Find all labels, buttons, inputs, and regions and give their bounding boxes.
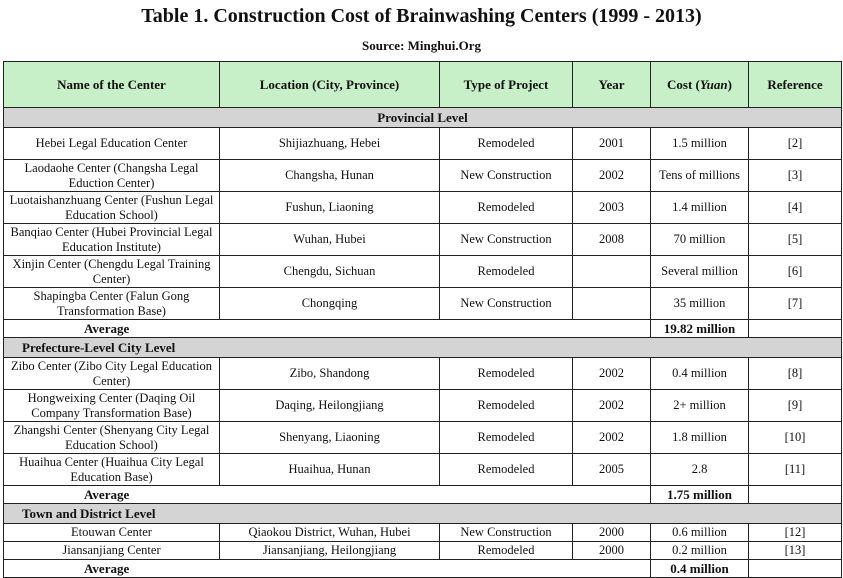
cell-reference: [7] bbox=[749, 288, 842, 320]
table-row bbox=[4, 358, 842, 390]
cell-reference: [5] bbox=[749, 224, 842, 256]
cell-name: Luotaishanzhuang Center (Fushun Legal Education School) bbox=[4, 192, 220, 224]
cell-reference: [6] bbox=[749, 256, 842, 288]
average-value: 0.4 million bbox=[651, 560, 749, 578]
table-row bbox=[4, 542, 842, 560]
cell-reference: [3] bbox=[749, 160, 842, 192]
cell-type: Remodeled bbox=[440, 422, 573, 454]
cell-reference: [11] bbox=[749, 454, 842, 486]
cell-name: Laodaohe Center (Changsha Legal Eduction Center) bbox=[4, 160, 220, 192]
cell-cost: Several million bbox=[651, 256, 749, 288]
cell-name: Hongweixing Center (Daqing Oil Company Transformation Base) bbox=[4, 390, 220, 422]
table-row bbox=[4, 224, 842, 256]
average-reference-empty bbox=[749, 560, 842, 578]
cell-location: Zibo, Shandong bbox=[220, 358, 440, 390]
header-cost-prefix: Cost ( bbox=[667, 77, 700, 92]
cell-location: Shijiazhuang, Hebei bbox=[220, 128, 440, 160]
section-label: Provincial Level bbox=[4, 108, 842, 128]
cell-location: Wuhan, Hubei bbox=[220, 224, 440, 256]
header-cost-unit: Yuan bbox=[699, 77, 728, 92]
average-label: Average bbox=[4, 320, 651, 338]
cell-type: New Construction bbox=[440, 288, 573, 320]
cost-table bbox=[3, 61, 842, 578]
cell-reference: [2] bbox=[749, 128, 842, 160]
cell-year: 2002 bbox=[573, 160, 651, 192]
section-label: Prefecture-Level City Level bbox=[4, 338, 842, 358]
cell-name: Zhangshi Center (Shenyang City Legal Education School) bbox=[4, 422, 220, 454]
cell-type: Remodeled bbox=[440, 358, 573, 390]
average-row-town bbox=[4, 560, 842, 578]
cell-location: Daqing, Heilongjiang bbox=[220, 390, 440, 422]
cell-year bbox=[573, 256, 651, 288]
average-row-provincial bbox=[4, 320, 842, 338]
cell-location: Fushun, Liaoning bbox=[220, 192, 440, 224]
cell-cost: Tens of millions bbox=[651, 160, 749, 192]
section-row-provincial bbox=[4, 108, 842, 128]
cell-year: 2001 bbox=[573, 128, 651, 160]
cell-cost: 35 million bbox=[651, 288, 749, 320]
cell-name: Huaihua Center (Huaihua City Legal Education Base) bbox=[4, 454, 220, 486]
table-source: Source: Minghui.Org bbox=[362, 38, 481, 53]
cell-reference: [12] bbox=[749, 524, 842, 542]
header-name: Name of the Center bbox=[4, 62, 220, 108]
header-location: Location (City, Province) bbox=[220, 62, 440, 108]
cell-name: Shapingba Center (Falun Gong Transformation Base) bbox=[4, 288, 220, 320]
cell-year: 2000 bbox=[573, 542, 651, 560]
cell-name: Etouwan Center bbox=[4, 524, 220, 542]
cell-location: Jiansanjiang, Heilongjiang bbox=[220, 542, 440, 560]
cell-cost: 2+ million bbox=[651, 390, 749, 422]
cell-year: 2002 bbox=[573, 390, 651, 422]
table-row bbox=[4, 288, 842, 320]
average-label: Average bbox=[4, 486, 651, 504]
cell-reference: [10] bbox=[749, 422, 842, 454]
cell-name: Banqiao Center (Hubei Provincial Legal Education Institute) bbox=[4, 224, 220, 256]
cell-year: 2000 bbox=[573, 524, 651, 542]
section-row-prefecture bbox=[4, 338, 842, 358]
table-row bbox=[4, 422, 842, 454]
cell-type: New Construction bbox=[440, 160, 573, 192]
cell-location: Changsha, Hunan bbox=[220, 160, 440, 192]
table-row bbox=[4, 160, 842, 192]
cell-location: Shenyang, Liaoning bbox=[220, 422, 440, 454]
cell-year: 2003 bbox=[573, 192, 651, 224]
cell-cost: 2.8 bbox=[651, 454, 749, 486]
average-row-prefecture bbox=[4, 486, 842, 504]
cell-reference: [9] bbox=[749, 390, 842, 422]
cell-name: Xinjin Center (Chengdu Legal Training Center) bbox=[4, 256, 220, 288]
cell-location: Chengdu, Sichuan bbox=[220, 256, 440, 288]
cell-type: Remodeled bbox=[440, 454, 573, 486]
table-row bbox=[4, 128, 842, 160]
table-body bbox=[4, 108, 842, 578]
average-label: Average bbox=[4, 560, 651, 578]
cell-cost: 0.6 million bbox=[651, 524, 749, 542]
header-year: Year bbox=[573, 62, 651, 108]
average-reference-empty bbox=[749, 320, 842, 338]
cell-name: Hebei Legal Education Center bbox=[4, 128, 220, 160]
cell-reference: [13] bbox=[749, 542, 842, 560]
cell-cost: 1.4 million bbox=[651, 192, 749, 224]
table-row bbox=[4, 192, 842, 224]
cell-reference: [4] bbox=[749, 192, 842, 224]
cell-year: 2002 bbox=[573, 422, 651, 454]
table-row bbox=[4, 256, 842, 288]
cell-location: Qiaokou District, Wuhan, Hubei bbox=[220, 524, 440, 542]
cell-year: 2002 bbox=[573, 358, 651, 390]
cell-location: Huaihua, Hunan bbox=[220, 454, 440, 486]
cell-cost: 70 million bbox=[651, 224, 749, 256]
cell-type: Remodeled bbox=[440, 390, 573, 422]
cell-reference: [8] bbox=[749, 358, 842, 390]
cell-type: Remodeled bbox=[440, 256, 573, 288]
table-title: Table 1. Construction Cost of Brainwashing Centers (1999 - 2013) bbox=[141, 5, 702, 27]
cell-type: New Construction bbox=[440, 224, 573, 256]
header-type: Type of Project bbox=[440, 62, 573, 108]
header-cost-suffix: ) bbox=[727, 77, 732, 92]
average-reference-empty bbox=[749, 486, 842, 504]
cell-cost: 1.8 million bbox=[651, 422, 749, 454]
cell-type: New Construction bbox=[440, 524, 573, 542]
cell-year: 2008 bbox=[573, 224, 651, 256]
average-value: 1.75 million bbox=[651, 486, 749, 504]
header-cost bbox=[651, 62, 749, 108]
cell-type: Remodeled bbox=[440, 192, 573, 224]
table-row bbox=[4, 390, 842, 422]
cell-cost: 0.2 million bbox=[651, 542, 749, 560]
cell-name: Jiansanjiang Center bbox=[4, 542, 220, 560]
table-row bbox=[4, 524, 842, 542]
table-row bbox=[4, 454, 842, 486]
cell-year: 2005 bbox=[573, 454, 651, 486]
cell-location: Chongqing bbox=[220, 288, 440, 320]
cell-name: Zibo Center (Zibo City Legal Education Center) bbox=[4, 358, 220, 390]
average-value: 19.82 million bbox=[651, 320, 749, 338]
header-row bbox=[4, 62, 842, 108]
cell-type: Remodeled bbox=[440, 542, 573, 560]
cell-cost: 0.4 million bbox=[651, 358, 749, 390]
section-row-town bbox=[4, 504, 842, 524]
cell-type: Remodeled bbox=[440, 128, 573, 160]
header-reference: Reference bbox=[749, 62, 842, 108]
cell-cost: 1.5 million bbox=[651, 128, 749, 160]
cell-year bbox=[573, 288, 651, 320]
section-label: Town and District Level bbox=[4, 504, 842, 524]
